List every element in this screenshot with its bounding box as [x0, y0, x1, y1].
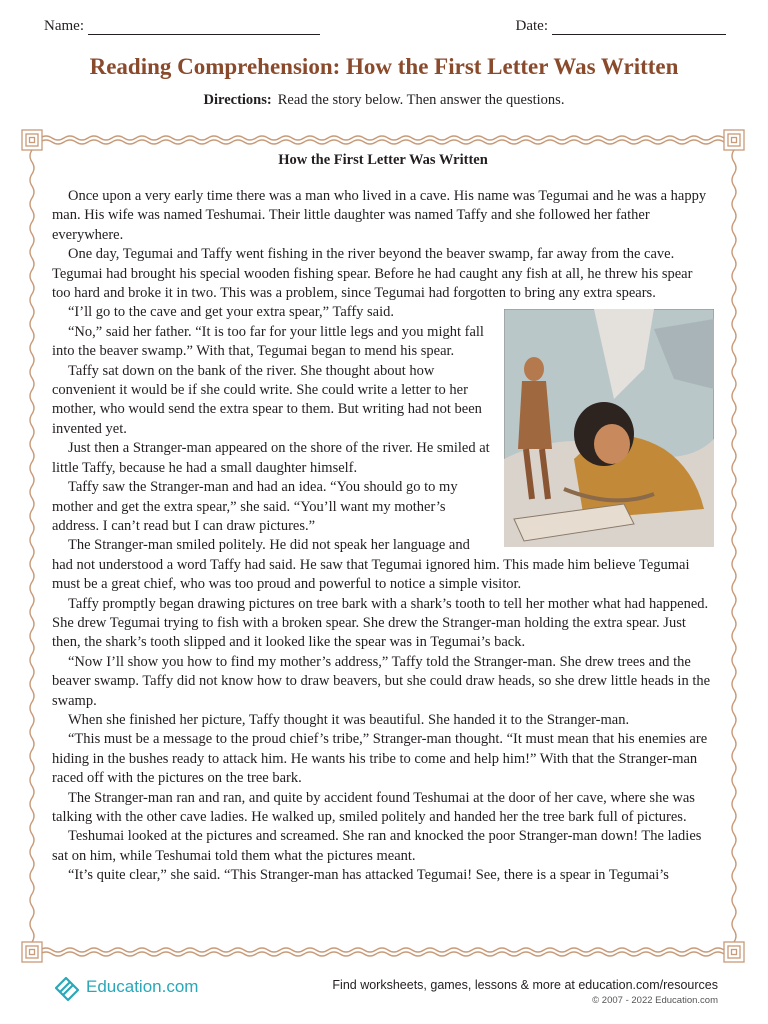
name-field	[44, 18, 320, 35]
story-paragraph: “No,” said her father. “It is too far for your little legs and you might fall into the beaver swamp.” With that, Tegumai began to mend his spear.	[52, 323, 484, 360]
footer-tagline[interactable]: Find worksheets, games, lessons & more at education.com/resources	[332, 978, 718, 992]
story-paragraph: “This must be a message to the proud chief’s tribe,” Stranger-man thought. “It must mean that his enemies are hiding in the bushes ready to attack him. He wants his tribe to come and help him!” With that the Stranger-man raced off with the pictures on the tree bark.	[52, 731, 708, 787]
border-wave	[40, 948, 736, 952]
border-corner	[22, 130, 42, 150]
date-label: Date:	[515, 18, 548, 34]
border-wave	[40, 136, 736, 140]
story-paragraph: One day, Tegumai and Taffy went fishing in the river beyond the beaver swamp, far away from the cave. Tegumai had brought his special wooden fishing spear. Before he had caught any fish at all, he threw his spear too hard and broke it in two. This was a problem, since Tegumai had forgotten to bring any extra spears.	[52, 246, 693, 302]
story-paragraph: “It’s quite clear,” she said. “This Stranger-man has attacked Tegumai! See, there is a spear in Tegumai’s	[68, 867, 669, 884]
story	[52, 152, 714, 886]
border-wave	[40, 952, 736, 956]
story-paragraph: Taffy saw the Stranger-man and had an idea. “You should go to my mother and get the extra spear,” she said. “You’ll want my mother’s address. I can’t read but I can draw pictures.”	[52, 479, 458, 534]
directions	[0, 92, 768, 109]
story-paragraph: The Stranger-man ran and ran, and quite by accident found Teshumai at the door of her cave, where she was talking with the other cave ladies. He walked up, smiled politely and handed her the tree bark full of pictures.	[52, 789, 695, 825]
name-input-line[interactable]	[88, 20, 320, 35]
story-paragraph: Taffy promptly began drawing pictures on tree bark with a shark’s tooth to tell her mother what had happened. She drew Tegumai trying to fish with a broken spear. She drew the Stranger-man holding the extra spear. Just then, the shark’s tooth slipped and it looked like the spear was in Tegumai’s back.	[52, 595, 709, 651]
story-paragraph: The Stranger-man smiled politely. He did not speak her language and had not understood a word Taffy had said. He saw that Tegumai ignored him. This made him believe Tegumai must be a great chief, who was too proud and powerful to notice a simple visitor.	[52, 537, 690, 593]
directions-label: Directions:	[203, 92, 272, 108]
story-paragraph: Teshumai looked at the pictures and screamed. She ran and knocked the poor Stranger-man down! The ladies sat on him, while Teshumai told them what the pictures meant.	[52, 828, 702, 864]
education-logo-icon	[52, 972, 82, 1002]
story-paragraph: Taffy sat down on the bank of the river. She thought about how convenient it would be if she could write. She could write a letter to her mother, who would send the extra spear to them. But writing had not been invented yet.	[52, 362, 482, 437]
footer-copyright: © 2007 - 2022 Education.com	[592, 995, 718, 1006]
logo-text: Education.com	[86, 977, 199, 996]
border-corner	[724, 942, 744, 962]
border-corner	[724, 130, 744, 150]
border-corner	[22, 942, 42, 962]
cave-girl-illustration	[504, 309, 714, 547]
border-wave	[30, 150, 34, 942]
border-wave	[40, 140, 736, 144]
date-input-line[interactable]	[552, 20, 726, 35]
story-paragraph: Once upon a very early time there was a man who lived in a cave. His name was Tegumai and he was a happy man. His wife was named Teshumai. Their little daughter was named Taffy and she followed her father everywhere.	[52, 188, 707, 243]
date-field	[516, 18, 726, 35]
worksheet-title: Reading Comprehension: How the First Letter Was Written	[89, 54, 679, 79]
footer-info	[332, 978, 718, 1006]
story-body	[52, 187, 714, 886]
story-paragraph: Just then a Stranger-man appeared on the shore of the river. He smiled at little Taffy, because he had a small daughter himself.	[52, 440, 490, 476]
story-paragraph: “I’ll go to the cave and get your extra spear,” Taffy said.	[68, 304, 395, 321]
border-wave	[732, 150, 736, 942]
directions-text: Read the story below. Then answer the questions.	[277, 92, 565, 108]
story-paragraph: When she finished her picture, Taffy thought it was beautiful. She handed it to the Stranger-man.	[68, 711, 630, 728]
story-paragraph: “Now I’ll show you how to find my mother’s address,” Taffy told the Stranger-man. She drew trees and the beaver swamp. Taffy did not know how to draw beavers, but she could draw heads, so she drew little heads in the swamp.	[52, 653, 711, 709]
story-title: How the First Letter Was Written	[278, 152, 488, 168]
education-logo[interactable]	[52, 972, 198, 1002]
header-row	[44, 18, 726, 40]
name-label: Name:	[44, 18, 84, 34]
